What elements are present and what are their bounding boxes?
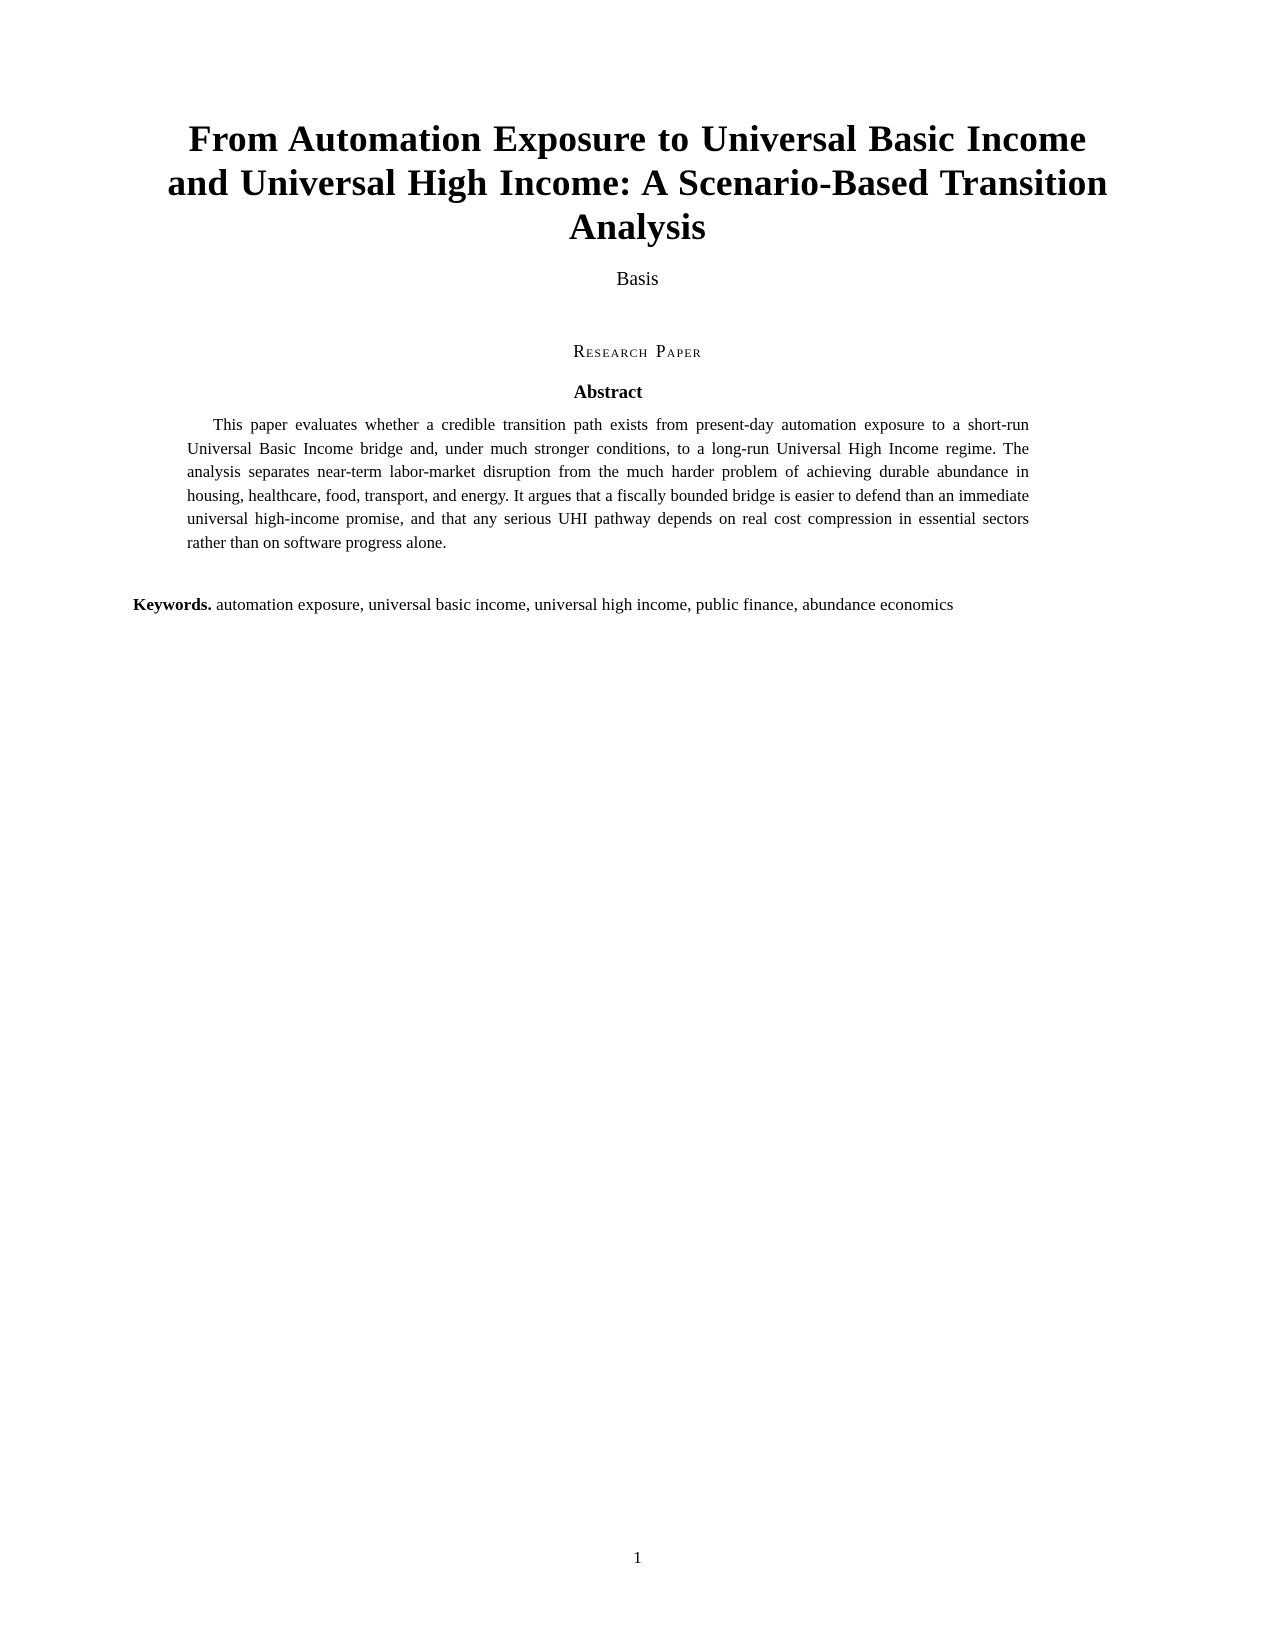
title-block (133, 118, 1142, 293)
page-title: From Automation Exposure to Universal Basic Income and Universal High Income: A Scenario-Based Transition Analysis (167, 119, 1108, 248)
keywords-section (133, 592, 1142, 618)
abstract-text: This paper evaluates whether a credible transition path exists from present-day automation exposure to a short-run Universal Basic Income bridge and, under much stronger conditions, to a long-run Universal High Income regime. The analysis separates near-term labor-market disruption from the much harder problem of achieving durable abundance in housing, healthcare, food, transport, and energy. It argues that a fiscally bounded bridge is easier to defend than an immediate universal high-income promise, and that any serious UHI pathway depends on real cost compression in essential sectors rather than on software progress alone. (187, 415, 1029, 552)
paper-type-label: Research Paper (573, 341, 702, 361)
author-name: Basis (616, 269, 659, 290)
abstract-heading: Abstract (573, 383, 643, 403)
keywords-list: automation exposure, universal basic income, universal high income, public finance, abundance economics (216, 595, 954, 614)
keywords-label: Keywords. (133, 595, 212, 614)
page-number: 1 (633, 1548, 642, 1567)
abstract-section (187, 383, 1029, 555)
